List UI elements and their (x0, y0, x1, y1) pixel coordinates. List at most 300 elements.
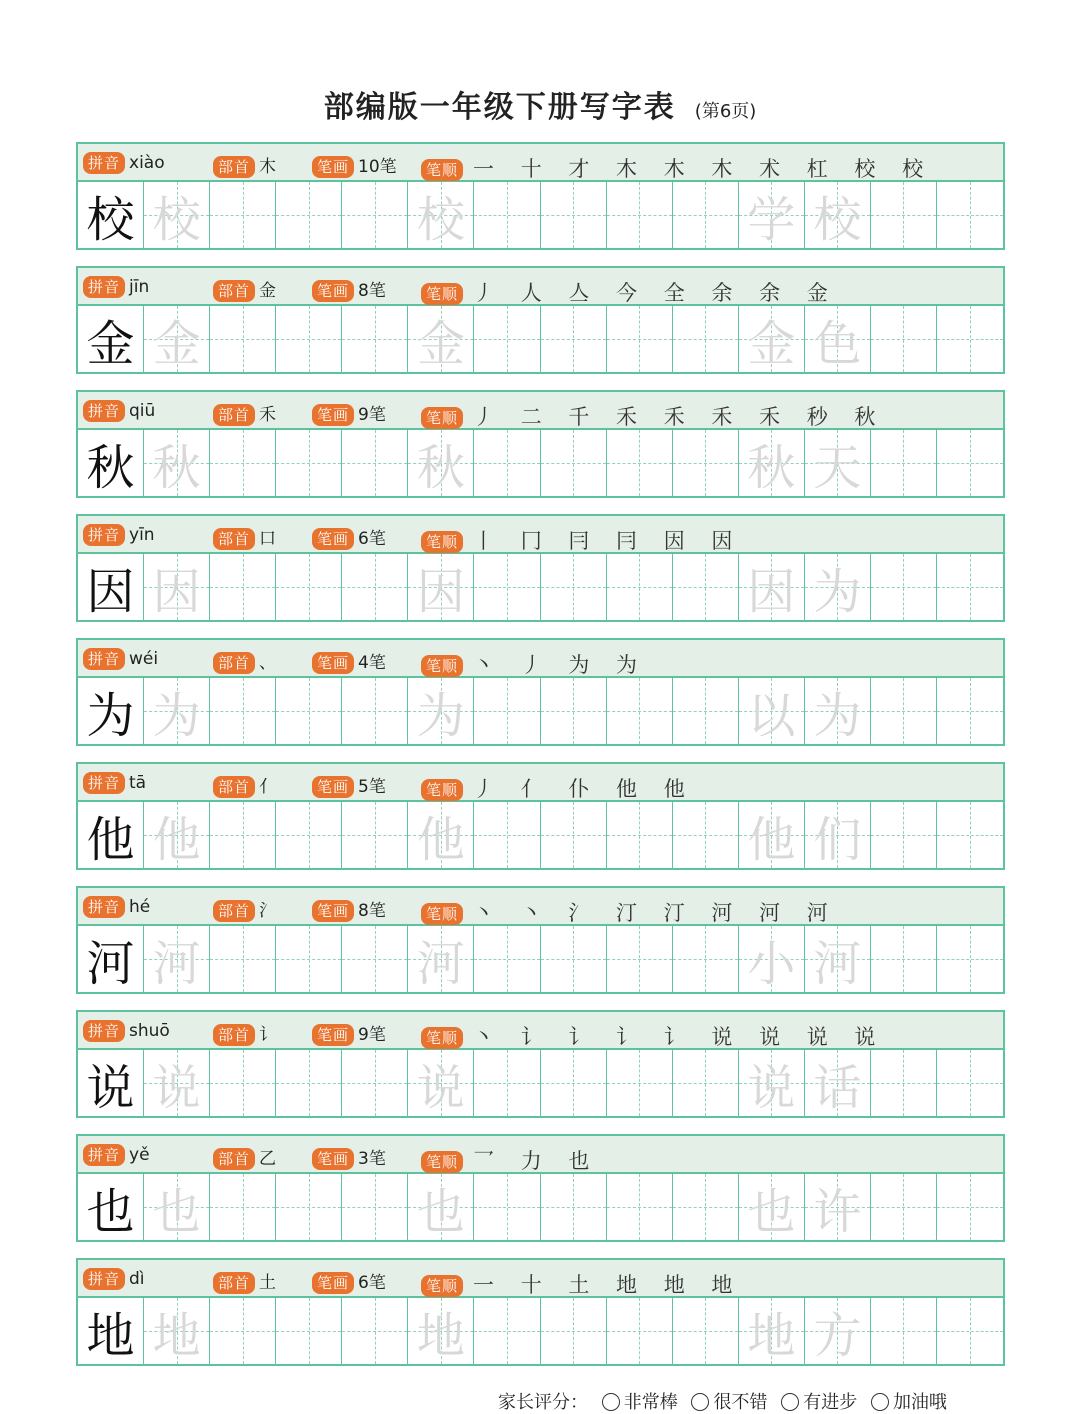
grid-guide-horizontal (276, 215, 341, 216)
practice-cell[interactable] (276, 1298, 342, 1364)
practice-cell[interactable] (144, 926, 210, 992)
grid-guide-horizontal (541, 1331, 606, 1332)
practice-cell[interactable] (607, 678, 673, 744)
trace-word-character: 为 (813, 563, 862, 620)
stroke-order-sequence: 丿 人 亼 今 全 余 余 金 (473, 281, 838, 305)
radical-group (213, 896, 276, 922)
grid-guide-horizontal (673, 1083, 738, 1084)
grid-guide-horizontal (210, 463, 275, 464)
practice-cell[interactable] (871, 1050, 937, 1116)
practice-cell[interactable] (474, 678, 540, 744)
character-row (76, 762, 1005, 870)
stroke-count-tag: 笔画 (312, 900, 354, 922)
rating-option-3[interactable] (781, 1392, 857, 1413)
practice-cell[interactable] (607, 926, 673, 992)
rating-option-1[interactable] (602, 1392, 678, 1413)
practice-cell[interactable] (937, 1174, 1003, 1240)
practice-cell[interactable] (805, 1050, 871, 1116)
grid-guide-horizontal (276, 711, 341, 712)
practice-cell[interactable] (474, 430, 540, 496)
practice-cell[interactable] (210, 678, 276, 744)
stroke-order-group (421, 400, 885, 430)
stroke-count-group (312, 896, 386, 922)
radical-value: 、 (259, 653, 277, 673)
grid-guide-horizontal (937, 959, 1003, 960)
character-info-bar (78, 888, 1003, 926)
practice-cell[interactable] (276, 802, 342, 868)
practice-cell[interactable] (937, 1298, 1003, 1364)
grid-guide-horizontal (210, 711, 275, 712)
trace-word-character: 也 (747, 1183, 796, 1240)
model-character: 地 (86, 1307, 135, 1364)
pinyin-value: yě (129, 1145, 150, 1165)
practice-cell[interactable] (937, 678, 1003, 744)
grid-guide-horizontal (607, 463, 672, 464)
grid-guide-horizontal (276, 587, 341, 588)
trace-word-character: 说 (747, 1059, 796, 1116)
grid-guide-horizontal (607, 215, 672, 216)
practice-cell[interactable] (474, 1050, 540, 1116)
practice-cell[interactable] (871, 1298, 937, 1364)
practice-cell[interactable] (408, 306, 474, 372)
pinyin-tag: 拼音 (83, 400, 125, 422)
pinyin-group (83, 524, 155, 546)
grid-guide-horizontal (673, 587, 738, 588)
trace-character: 说 (416, 1059, 465, 1116)
stroke-order-tag: 笔顺 (421, 1027, 463, 1049)
practice-cell[interactable] (739, 306, 805, 372)
practice-cell[interactable] (474, 182, 540, 248)
radical-tag: 部首 (213, 156, 255, 178)
practice-cell[interactable] (871, 430, 937, 496)
pinyin-group (83, 772, 146, 794)
grid-guide-horizontal (937, 215, 1003, 216)
stroke-order-sequence: 丶 丶 氵 汀 汀 河 河 河 (473, 901, 838, 925)
pinyin-value: shuō (129, 1021, 170, 1041)
model-character-cell (78, 306, 144, 372)
practice-cell[interactable] (739, 1174, 805, 1240)
grid-guide-horizontal (474, 339, 539, 340)
practice-cell[interactable] (144, 554, 210, 620)
stroke-count-tag: 笔画 (312, 528, 354, 550)
stroke-count-value: 10笔 (358, 157, 397, 177)
radical-group (213, 400, 276, 426)
rating-option-2[interactable] (691, 1392, 767, 1413)
practice-cell[interactable] (210, 306, 276, 372)
rating-option-label: 很不错 (713, 1392, 768, 1413)
pinyin-value: qiū (129, 401, 156, 421)
trace-character: 金 (416, 315, 465, 372)
stroke-count-tag: 笔画 (312, 652, 354, 674)
grid-guide-horizontal (871, 959, 936, 960)
practice-cell[interactable] (210, 1298, 276, 1364)
character-info-bar (78, 640, 1003, 678)
tianzige-grid (78, 802, 1003, 868)
grid-guide-horizontal (474, 835, 539, 836)
practice-cell[interactable] (408, 1298, 474, 1364)
practice-cell[interactable] (673, 182, 739, 248)
practice-cell[interactable] (210, 554, 276, 620)
stroke-count-group (312, 1020, 386, 1046)
practice-cell[interactable] (673, 306, 739, 372)
trace-character: 因 (416, 563, 465, 620)
practice-cell[interactable] (276, 554, 342, 620)
character-row (76, 390, 1005, 498)
trace-character: 为 (152, 687, 201, 744)
stroke-order-group (421, 152, 933, 182)
grid-guide-horizontal (342, 1331, 407, 1332)
trace-word-character: 以 (747, 687, 796, 744)
character-info-bar (78, 764, 1003, 802)
practice-cell[interactable] (805, 678, 871, 744)
practice-cell[interactable] (541, 182, 607, 248)
practice-cell[interactable] (144, 678, 210, 744)
radical-tag: 部首 (213, 1272, 255, 1294)
practice-cell[interactable] (276, 1174, 342, 1240)
practice-cell[interactable] (937, 1050, 1003, 1116)
stroke-count-group (312, 524, 386, 550)
stroke-order-group (421, 1144, 599, 1174)
practice-cell[interactable] (408, 926, 474, 992)
practice-cell[interactable] (474, 306, 540, 372)
practice-cell[interactable] (937, 430, 1003, 496)
pinyin-value: jīn (129, 277, 150, 297)
model-character-cell (78, 926, 144, 992)
page-number: (第6页) (694, 101, 757, 122)
radical-tag: 部首 (213, 280, 255, 302)
grid-guide-horizontal (871, 711, 936, 712)
practice-cell[interactable] (342, 1174, 408, 1240)
practice-cell[interactable] (541, 554, 607, 620)
practice-cell[interactable] (937, 926, 1003, 992)
rating-option-4[interactable] (871, 1392, 947, 1413)
practice-cell[interactable] (342, 1298, 408, 1364)
practice-cell[interactable] (607, 430, 673, 496)
practice-cell[interactable] (871, 306, 937, 372)
practice-cell[interactable] (937, 802, 1003, 868)
practice-cell[interactable] (276, 306, 342, 372)
radio-circle-icon[interactable] (602, 1393, 620, 1411)
tianzige-grid (78, 306, 1003, 372)
practice-cell[interactable] (739, 1298, 805, 1364)
practice-cell[interactable] (474, 926, 540, 992)
practice-cell[interactable] (342, 678, 408, 744)
pinyin-value: tā (129, 773, 147, 793)
practice-cell[interactable] (607, 1174, 673, 1240)
practice-cell[interactable] (937, 182, 1003, 248)
practice-cell[interactable] (739, 802, 805, 868)
trace-word-character: 学 (747, 191, 796, 248)
practice-cell[interactable] (607, 554, 673, 620)
practice-cell[interactable] (210, 182, 276, 248)
practice-cell[interactable] (541, 678, 607, 744)
practice-cell[interactable] (144, 1298, 210, 1364)
practice-cell[interactable] (276, 678, 342, 744)
grid-guide-horizontal (210, 215, 275, 216)
practice-cell[interactable] (607, 306, 673, 372)
tianzige-grid (78, 1174, 1003, 1240)
pinyin-group (83, 1020, 170, 1042)
practice-cell[interactable] (739, 926, 805, 992)
radical-group (213, 152, 276, 178)
stroke-order-group (421, 772, 695, 802)
practice-cell[interactable] (673, 802, 739, 868)
practice-cell[interactable] (541, 1298, 607, 1364)
grid-guide-horizontal (276, 463, 341, 464)
trace-character: 他 (152, 811, 201, 868)
radical-group (213, 772, 276, 798)
radical-group (213, 1020, 276, 1046)
stroke-order-group (421, 524, 742, 554)
practice-cell[interactable] (937, 554, 1003, 620)
practice-cell[interactable] (607, 182, 673, 248)
practice-cell[interactable] (144, 306, 210, 372)
radical-value: 讠 (259, 1025, 277, 1045)
practice-cell[interactable] (541, 1050, 607, 1116)
radio-circle-icon[interactable] (871, 1393, 889, 1411)
practice-cell[interactable] (474, 554, 540, 620)
radical-value: 木 (259, 157, 277, 177)
practice-cell[interactable] (342, 1050, 408, 1116)
trace-word-character: 小 (747, 935, 796, 992)
grid-guide-horizontal (607, 835, 672, 836)
pinyin-value: wéi (129, 649, 159, 669)
practice-cell[interactable] (871, 926, 937, 992)
practice-cell[interactable] (673, 554, 739, 620)
model-character: 说 (86, 1059, 135, 1116)
stroke-count-group (312, 648, 386, 674)
trace-word-character: 金 (747, 315, 796, 372)
practice-cell[interactable] (805, 430, 871, 496)
practice-cell[interactable] (739, 1050, 805, 1116)
grid-guide-horizontal (342, 835, 407, 836)
practice-cell[interactable] (342, 430, 408, 496)
trace-word-character: 方 (813, 1307, 862, 1364)
stroke-count-value: 4笔 (358, 653, 386, 673)
practice-cell[interactable] (276, 926, 342, 992)
practice-cell[interactable] (871, 802, 937, 868)
pinyin-tag: 拼音 (83, 1144, 125, 1166)
model-character: 河 (86, 935, 135, 992)
stroke-order-sequence: 乛 力 也 (473, 1149, 600, 1173)
radical-group (213, 524, 276, 550)
practice-cell[interactable] (805, 182, 871, 248)
tianzige-grid (78, 430, 1003, 496)
practice-cell[interactable] (210, 1050, 276, 1116)
grid-guide-horizontal (210, 1207, 275, 1208)
grid-guide-horizontal (342, 711, 407, 712)
practice-cell[interactable] (805, 306, 871, 372)
practice-cell[interactable] (474, 1298, 540, 1364)
pinyin-tag: 拼音 (83, 276, 125, 298)
practice-cell[interactable] (937, 306, 1003, 372)
practice-cell[interactable] (739, 678, 805, 744)
practice-cell[interactable] (541, 306, 607, 372)
practice-cell[interactable] (805, 554, 871, 620)
grid-guide-horizontal (541, 215, 606, 216)
stroke-count-value: 6笔 (358, 529, 386, 549)
radical-value: 乙 (259, 1149, 277, 1169)
practice-cell[interactable] (607, 1050, 673, 1116)
grid-guide-horizontal (607, 959, 672, 960)
practice-cell[interactable] (342, 182, 408, 248)
practice-cell[interactable] (276, 1050, 342, 1116)
grid-guide-horizontal (474, 1083, 539, 1084)
character-row (76, 1134, 1005, 1242)
practice-cell[interactable] (871, 554, 937, 620)
radio-circle-icon[interactable] (781, 1393, 799, 1411)
practice-cell[interactable] (342, 802, 408, 868)
grid-guide-horizontal (871, 1083, 936, 1084)
stroke-order-sequence: 丿 二 千 禾 禾 禾 禾 秒 秋 (473, 405, 886, 429)
stroke-order-tag: 笔顺 (421, 531, 463, 553)
practice-cell[interactable] (673, 678, 739, 744)
grid-guide-horizontal (474, 463, 539, 464)
practice-cell[interactable] (276, 430, 342, 496)
practice-cell[interactable] (739, 430, 805, 496)
practice-cell[interactable] (342, 926, 408, 992)
practice-cell[interactable] (673, 1050, 739, 1116)
model-character: 秋 (86, 439, 135, 496)
stroke-order-sequence: 丶 讠 讠 讠 讠 说 说 说 说 (473, 1025, 886, 1049)
model-character-cell (78, 430, 144, 496)
practice-cell[interactable] (408, 430, 474, 496)
practice-cell[interactable] (805, 1298, 871, 1364)
practice-cell[interactable] (408, 678, 474, 744)
practice-cell[interactable] (541, 802, 607, 868)
practice-cell[interactable] (871, 678, 937, 744)
model-character-cell (78, 182, 144, 248)
model-character: 校 (86, 191, 135, 248)
practice-cell[interactable] (408, 554, 474, 620)
practice-cell[interactable] (144, 802, 210, 868)
practice-cell[interactable] (210, 1174, 276, 1240)
grid-guide-horizontal (541, 711, 606, 712)
rating-option-label: 有进步 (803, 1392, 858, 1413)
practice-cell[interactable] (739, 554, 805, 620)
practice-cell[interactable] (276, 182, 342, 248)
stroke-count-group (312, 1144, 386, 1170)
stroke-order-tag: 笔顺 (421, 1151, 463, 1173)
radio-circle-icon[interactable] (691, 1393, 709, 1411)
practice-cell[interactable] (342, 306, 408, 372)
practice-cell[interactable] (541, 926, 607, 992)
rating-option-label: 加油哦 (892, 1392, 947, 1413)
practice-cell[interactable] (474, 1174, 540, 1240)
practice-cell[interactable] (541, 430, 607, 496)
grid-guide-horizontal (937, 463, 1003, 464)
trace-character: 因 (152, 563, 201, 620)
character-row (76, 886, 1005, 994)
practice-cell[interactable] (805, 802, 871, 868)
model-character-cell (78, 1298, 144, 1364)
trace-word-character: 色 (813, 315, 862, 372)
practice-cell[interactable] (408, 1174, 474, 1240)
model-character-cell (78, 554, 144, 620)
grid-guide-horizontal (276, 1331, 341, 1332)
character-info-bar (78, 1012, 1003, 1050)
pinyin-group (83, 400, 155, 422)
stroke-count-tag: 笔画 (312, 1024, 354, 1046)
stroke-count-tag: 笔画 (312, 404, 354, 426)
grid-guide-horizontal (276, 1207, 341, 1208)
practice-cell[interactable] (144, 1050, 210, 1116)
practice-cell[interactable] (408, 1050, 474, 1116)
grid-guide-horizontal (937, 339, 1003, 340)
grid-guide-horizontal (474, 215, 539, 216)
character-row (76, 1258, 1005, 1366)
writing-table (76, 142, 1005, 1382)
character-row (76, 514, 1005, 622)
practice-cell[interactable] (210, 802, 276, 868)
model-character: 为 (86, 687, 135, 744)
practice-cell[interactable] (144, 430, 210, 496)
stroke-order-tag: 笔顺 (421, 283, 463, 305)
practice-cell[interactable] (673, 430, 739, 496)
practice-cell[interactable] (144, 1174, 210, 1240)
model-character: 因 (86, 563, 135, 620)
practice-cell[interactable] (805, 926, 871, 992)
trace-word-character: 河 (813, 935, 862, 992)
grid-guide-horizontal (673, 215, 738, 216)
practice-cell[interactable] (408, 802, 474, 868)
trace-character: 秋 (416, 439, 465, 496)
practice-cell[interactable] (871, 182, 937, 248)
practice-cell[interactable] (342, 554, 408, 620)
grid-guide-horizontal (342, 339, 407, 340)
radical-tag: 部首 (213, 1148, 255, 1170)
stroke-count-group (312, 772, 386, 798)
pinyin-group (83, 896, 150, 918)
practice-cell[interactable] (607, 802, 673, 868)
pinyin-group (83, 1268, 145, 1290)
character-info-bar (78, 1136, 1003, 1174)
stroke-order-sequence: 丿 亻 仆 他 他 (473, 777, 695, 801)
parent-rating (498, 1388, 947, 1414)
trace-word-character: 他 (747, 811, 796, 868)
grid-guide-horizontal (871, 835, 936, 836)
practice-cell[interactable] (408, 182, 474, 248)
trace-character: 为 (416, 687, 465, 744)
radical-tag: 部首 (213, 404, 255, 426)
practice-cell[interactable] (739, 182, 805, 248)
practice-cell[interactable] (474, 802, 540, 868)
practice-cell[interactable] (541, 1174, 607, 1240)
character-row (76, 638, 1005, 746)
practice-cell[interactable] (673, 1298, 739, 1364)
practice-cell[interactable] (607, 1298, 673, 1364)
grid-guide-horizontal (607, 711, 672, 712)
grid-guide-horizontal (276, 1083, 341, 1084)
model-character-cell (78, 1050, 144, 1116)
grid-guide-horizontal (342, 463, 407, 464)
stroke-order-group (421, 1268, 742, 1298)
practice-cell[interactable] (805, 1174, 871, 1240)
character-info-bar (78, 516, 1003, 554)
practice-cell[interactable] (144, 182, 210, 248)
practice-cell[interactable] (871, 1174, 937, 1240)
stroke-count-value: 5笔 (358, 777, 386, 797)
practice-cell[interactable] (673, 926, 739, 992)
practice-cell[interactable] (210, 926, 276, 992)
practice-cell[interactable] (210, 430, 276, 496)
stroke-count-tag: 笔画 (312, 280, 354, 302)
trace-character: 金 (152, 315, 201, 372)
practice-cell[interactable] (673, 1174, 739, 1240)
stroke-order-sequence: 一 十 才 木 木 木 术 杠 校 校 (473, 157, 934, 181)
grid-guide-horizontal (474, 1207, 539, 1208)
pinyin-tag: 拼音 (83, 896, 125, 918)
